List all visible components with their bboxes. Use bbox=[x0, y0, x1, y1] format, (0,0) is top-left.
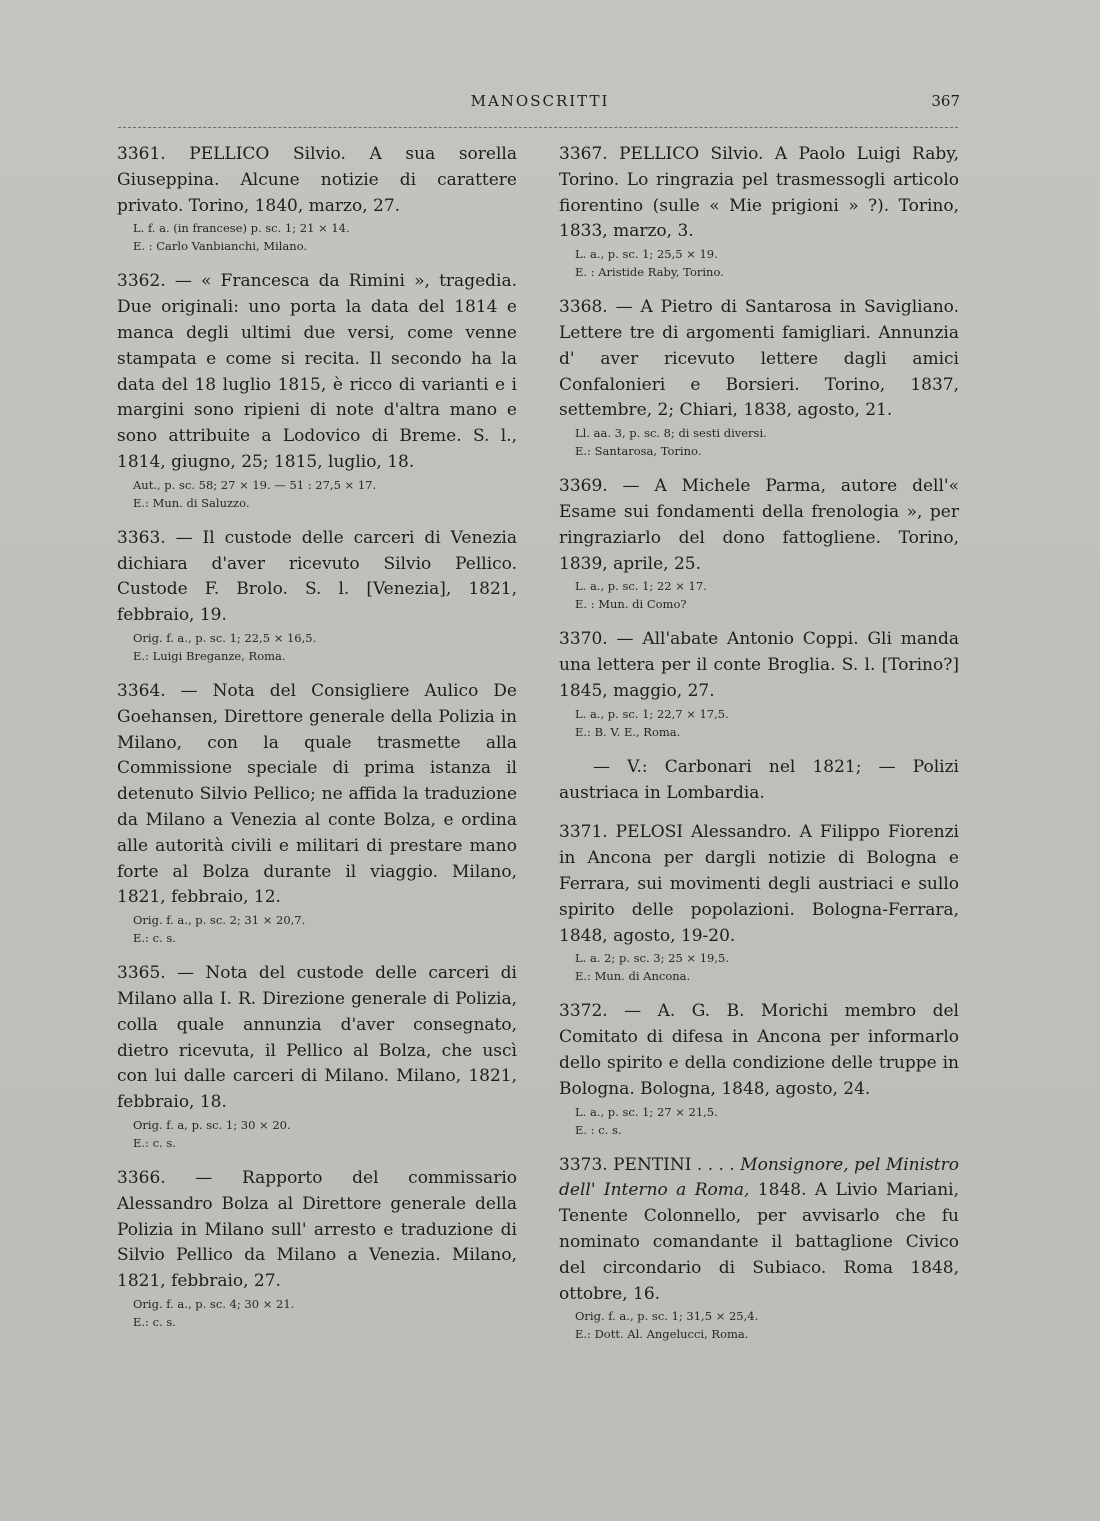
entry-3373 bbox=[559, 1153, 959, 1344]
entry-note: L. a., p. sc. 1; 25,5 × 19. bbox=[575, 247, 718, 262]
left-column bbox=[117, 142, 517, 1345]
entry-text: 3363. — Il custode delle carceri di Venezia dichiara d'aver ricevuto Silvio Pellico. Custode F. Brolo. S. l. [Venezia], 1821, febbraio, 19. bbox=[117, 527, 517, 626]
entry-text: 3368. — A Pietro di Santarosa in Savigliano. Lettere tre di argomenti famigliari. Annunzia d' aver ricevuto lettere dagli amici Confalonieri e Borsieri. Torino, 1837, settembre, 2; Chiari, 1838, agosto, 21. bbox=[559, 297, 959, 421]
entry-3363 bbox=[117, 526, 517, 665]
entry-note: Orig. f. a., p. sc. 2; 31 × 20,7. bbox=[133, 913, 306, 928]
entry-3370 bbox=[559, 627, 959, 740]
entry-text: 3361. PELLICO Silvio. A sua sorella Giuseppina. Alcune notizie di carattere privato. Torino, 1840, marzo, 27. bbox=[117, 144, 517, 216]
entry-text bbox=[559, 1153, 959, 1308]
entry-text: 3370. — All'abate Antonio Coppi. Gli manda una lettera per il conte Broglia. S. l. [Torino?] 1845, maggio, 27. bbox=[559, 629, 959, 701]
header-rule bbox=[118, 127, 958, 128]
entry-3372 bbox=[559, 999, 959, 1138]
entry-note: E. : c. s. bbox=[575, 1122, 622, 1137]
entry-3361 bbox=[117, 142, 517, 255]
entry-note: Orig. f. a., p. sc. 4; 30 × 21. bbox=[133, 1296, 295, 1311]
entry-3366 bbox=[117, 1166, 517, 1331]
entry-note: Aut., p. sc. 58; 27 × 19. — 51 : 27,5 × 17. bbox=[133, 477, 377, 492]
entry-note: E.: c. s. bbox=[133, 931, 176, 946]
cross-reference: — V.: Carbonari nel 1821; — Polizi austriaca in Lombardia. bbox=[559, 756, 959, 803]
entry-text: 3369. — A Michele Parma, autore dell'« Esame sui fondamenti della frenologia », per ringraziarlo del dono fattogliene. Torino, 1839, aprile, 25. bbox=[559, 476, 959, 574]
entry-note: Orig. f. a., p. sc. 1; 22,5 × 16,5. bbox=[133, 630, 317, 645]
entry-note: L. a. 2; p. sc. 3; 25 × 19,5. bbox=[575, 951, 729, 966]
entry-note: E.: c. s. bbox=[133, 1314, 176, 1329]
entry-note: E. : Mun. di Como? bbox=[575, 597, 687, 612]
entry-note: L. a., p. sc. 1; 22 × 17. bbox=[575, 579, 707, 594]
entry-text: 3372. — A. G. B. Morichi membro del Comitato di difesa in Ancona per informarlo dello spirito e della condizione delle truppe in Bologna. Bologna, 1848, agosto, 24. bbox=[559, 1001, 959, 1099]
entry-note: Orig. f. a, p. sc. 1; 30 × 20. bbox=[133, 1117, 291, 1132]
running-title: MANOSCRITTI bbox=[470, 92, 610, 110]
entry-text: 3371. PELOSI Alessandro. A Filippo Fiorenzi in Ancona per dargli notizie di Bologna e Ferrara, sui movimenti degli austriaci e sullo spirito delle popolazioni. Bologna-Ferrara, 1848, agosto, 19-20. bbox=[559, 822, 959, 946]
entry-note: E.: B. V. E., Roma. bbox=[575, 724, 681, 739]
entry-note: E.: Santarosa, Torino. bbox=[575, 444, 702, 459]
entry-text: 3364. — Nota del Consigliere Aulico De Goehansen, Direttore generale della Polizia in Milano, con la quale trasmette alla Commissione speciale di prima istanza il detenuto Silvio Pellico; ne affida la traduzione da Milano a Venezia al conte Bolza, e ordina alle autorità civili e militari di prestare mano forte al Bolza durante il viaggio. Milano, 1821, febbraio, 12. bbox=[117, 680, 517, 908]
entry-text: 3362. — « Francesca da Rimini », tragedia. Due originali: uno porta la data del 1814 e manca degli ultimi due versi, come venne stampata e come si recita. Il secondo ha la data del 18 luglio 1815, è ricco di varianti e i margini sono ripieni di note d'altra mano e sono attribuite a Lodovico di Breme. S. l., 1814, giugno, 25; 1815, luglio, 18. bbox=[117, 271, 517, 472]
running-head bbox=[120, 88, 960, 118]
entry-note: E.: Mun. di Ancona. bbox=[575, 969, 691, 984]
entry-text: 3365. — Nota del custode delle carceri di Milano alla I. R. Direzione generale di Polizia, colla quale annunzia d'aver consegnato, dietro ricevuta, il Pellico al Bolza, che uscì con lui dalle carceri di Milano. Milano, 1821, febbraio, 18. bbox=[117, 963, 517, 1113]
entry-note: E.: Luigi Breganze, Roma. bbox=[133, 648, 286, 663]
entry-note: E. : Carlo Vanbianchi, Milano. bbox=[133, 239, 308, 254]
entry-note: Orig. f. a., p. sc. 1; 31,5 × 25,4. bbox=[575, 1309, 759, 1324]
entry-note: Ll. aa. 3, p. sc. 8; di sesti diversi. bbox=[575, 426, 767, 441]
entry-note: L. f. a. (in francese) p. sc. 1; 21 × 14. bbox=[133, 221, 350, 236]
entry-text-start: 3373. PENTINI . . . . bbox=[559, 1154, 741, 1175]
entry-note: L. a., p. sc. 1; 22,7 × 17,5. bbox=[575, 706, 729, 721]
entry-3369 bbox=[559, 474, 959, 613]
entry-3364 bbox=[117, 679, 517, 947]
entry-note: E.: Dott. Al. Angelucci, Roma. bbox=[575, 1327, 749, 1342]
entry-note: E.: Mun. di Saluzzo. bbox=[133, 495, 250, 510]
entry-3367 bbox=[559, 142, 959, 281]
entry-note: E. : Aristide Raby, Torino. bbox=[575, 265, 724, 280]
entry-3368 bbox=[559, 295, 959, 460]
entry-3371 bbox=[559, 820, 959, 985]
entry-3362 bbox=[117, 269, 517, 511]
page-number: 367 bbox=[931, 92, 960, 110]
entry-note: L. a., p. sc. 1; 27 × 21,5. bbox=[575, 1104, 718, 1119]
entry-text-end: 1848. A Livio Mariani, Tenente Colonnello, per avvisarlo che fu nominato comandante il battaglione Civico del circondario di Subiaco. Roma 1848, ottobre, 16. bbox=[559, 1180, 959, 1304]
entry-3365 bbox=[117, 961, 517, 1152]
entry-note: E.: c. s. bbox=[133, 1135, 176, 1150]
entry-text: 3367. PELLICO Silvio. A Paolo Luigi Raby, Torino. Lo ringrazia pel trasmessogli articolo fiorentino (sulle « Mie prigioni » ?). Torino, 1833, marzo, 3. bbox=[559, 144, 959, 242]
entry-text: 3366. — Rapporto del commissario Alessandro Bolza al Direttore generale della Polizia in Milano sull' arresto e traduzione di Silvio Pellico da Milano a Venezia. Milano, 1821, febbraio, 27. bbox=[117, 1167, 517, 1292]
entry-text-italic: Monsignore, pel Ministro dell' Interno a Roma, bbox=[559, 1154, 959, 1201]
right-column bbox=[559, 142, 959, 1357]
